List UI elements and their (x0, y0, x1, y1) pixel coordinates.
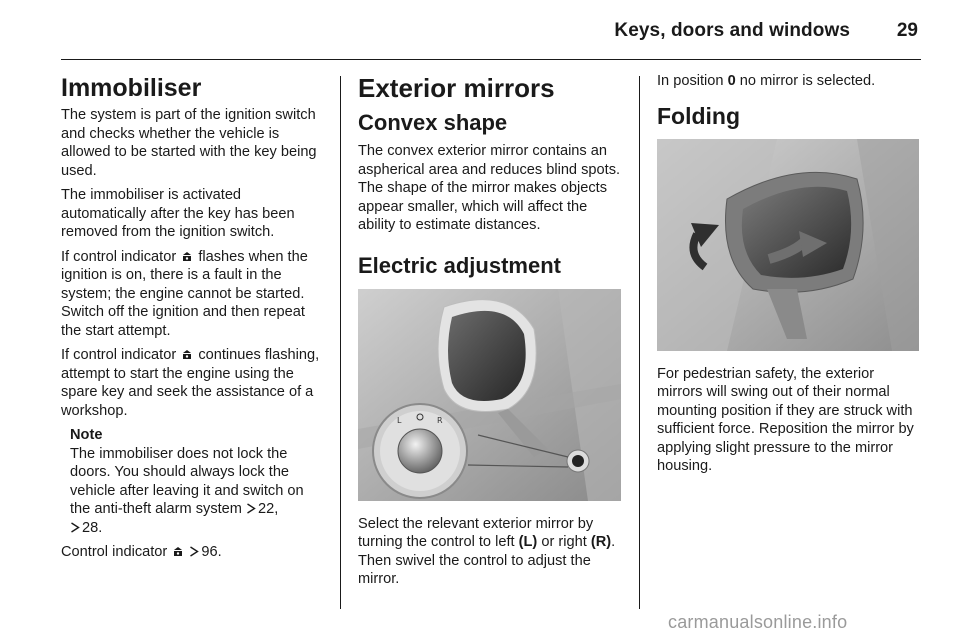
page-number: 29 (896, 20, 918, 41)
note-reference-link-1[interactable]: 22, (258, 501, 279, 517)
cross-reference-arrow-icon (70, 522, 80, 533)
folding-paragraph: For pedestrian safety, the exterior mirrors will swing out of their normal mounting position if they are struck with sufficient force. Reposition the mirror by applying slight pressure to the mirror housing. (657, 365, 914, 474)
electric-adjustment-illustration (358, 289, 621, 501)
immobiliser-paragraph-1: The system is part of the ignition switch and checks whether the vehicle is allowed to be started with the key being used. (61, 107, 317, 179)
immobiliser-paragraph-5: Control indicator 96. (61, 544, 222, 560)
svg-text:R: R (437, 415, 443, 425)
cross-reference-arrow-icon (246, 503, 256, 514)
electric-adjustment-paragraph: Select the relevant exterior mirror by turning the control to left (L) or right (R). Then swivel the control to adjust the mirror. (358, 515, 616, 587)
immobiliser-indicator-icon (181, 348, 193, 360)
position-zero-paragraph: In position 0 no mirror is selected. (657, 73, 876, 89)
immobiliser-paragraph-4: If control indicator continues flashing, attempt to start the engine using the spare key and seek the assistance of a workshop. (61, 347, 320, 419)
immobiliser-paragraph-3: If control indicator flashes when the ignition is on, there is a fault in the system; the engine cannot be started. Switch off the ignition and then repeat the start attempt. (61, 248, 308, 339)
immobiliser-indicator-icon (172, 545, 184, 557)
middle-column (358, 72, 626, 595)
cross-reference-arrow-icon (189, 546, 199, 557)
folding-mirror-illustration (657, 139, 919, 351)
immobiliser-heading: Immobiliser (61, 74, 202, 102)
electric-adjustment-heading: Electric adjustment (358, 252, 561, 278)
left-column (61, 72, 327, 568)
column-divider-1 (340, 76, 341, 609)
convex-shape-heading: Convex shape (358, 110, 508, 135)
svg-text:L: L (397, 415, 402, 425)
immobiliser-indicator-icon (181, 250, 193, 262)
header-divider (61, 59, 921, 60)
note-reference-link-2[interactable]: 28. (82, 519, 103, 536)
folding-heading: Folding (657, 102, 741, 129)
immobiliser-paragraph-2: The immobiliser is activated automatically after the key has been removed from the ignition switch. (61, 187, 295, 240)
immobiliser-note (70, 426, 327, 537)
exterior-mirrors-heading: Exterior mirrors (358, 73, 555, 103)
note-label: Note (70, 427, 103, 443)
indicator-reference-link[interactable]: 96. (201, 544, 222, 560)
page-header-title: Keys, doors and windows (614, 20, 850, 41)
right-column (657, 72, 923, 482)
column-divider-2 (639, 76, 640, 609)
watermark: carmanualsonline.info (668, 612, 848, 632)
note-text: The immobiliser does not lock the doors. You should always lock the vehicle after leaving it and switch on the anti-theft alarm system 22, 28. (70, 445, 304, 536)
convex-shape-paragraph: The convex exterior mirror contains an aspherical area and reduces blind spots. The shape of the mirror makes objects appear smaller, which will affect the ability to estimate distances. (358, 143, 621, 233)
